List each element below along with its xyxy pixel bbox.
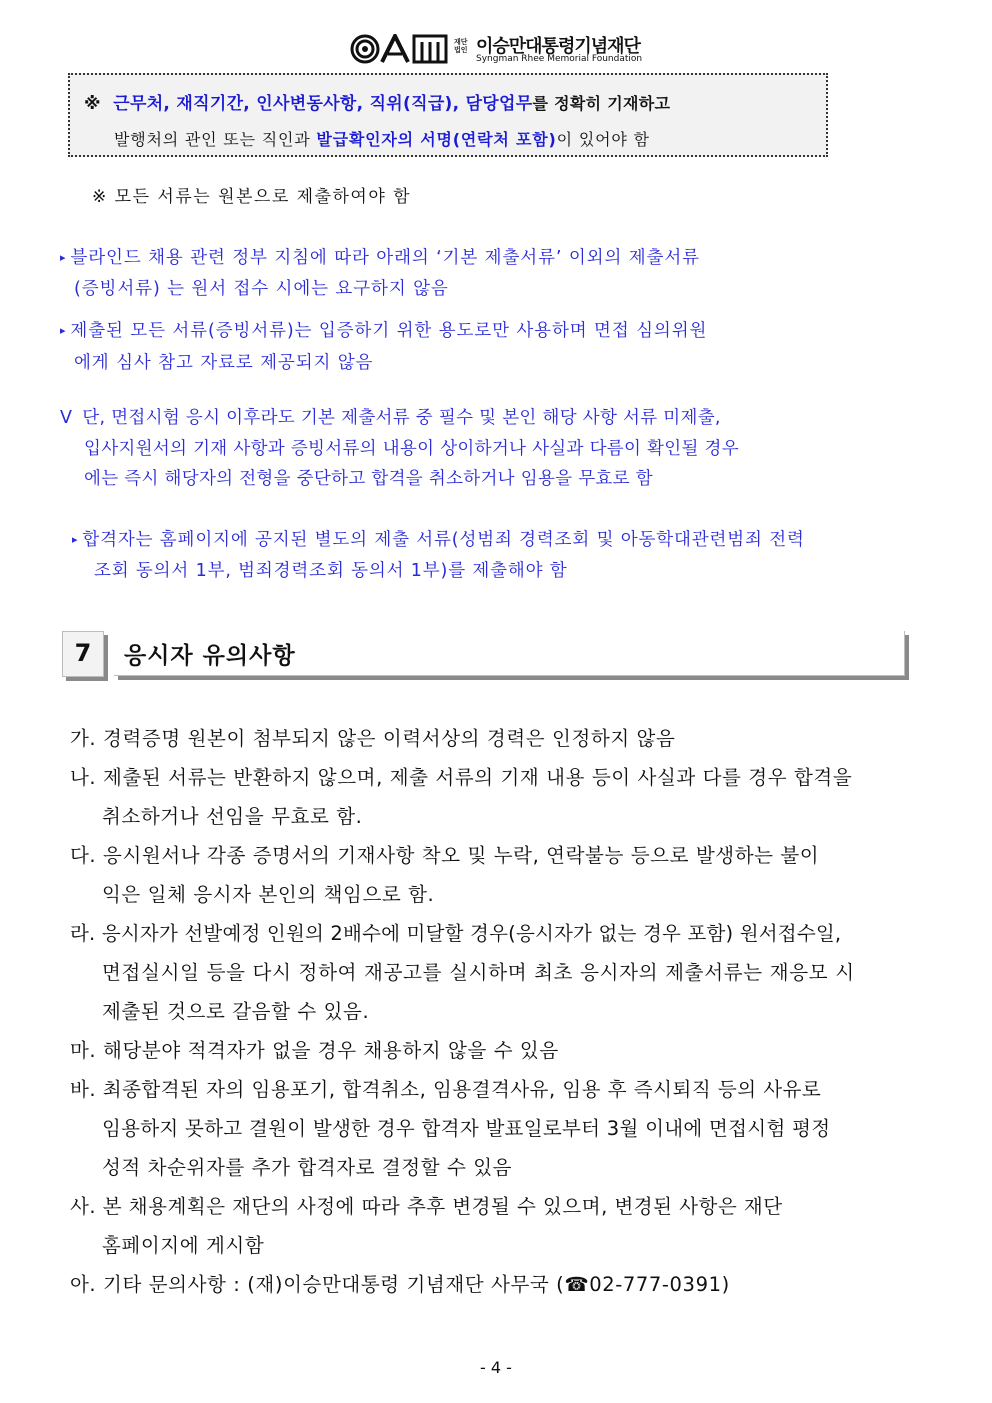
bullet-2-line-1 (60, 317, 707, 342)
original-docs-note: ※ 모든 서류는 원본으로 제출하여야 함 (92, 187, 412, 207)
section-title-box (114, 631, 905, 676)
triangle-bullet-icon: ▸ (60, 251, 67, 264)
check-v-icon: V (60, 408, 73, 428)
item-da-line-1: 다. 응시원서나 각종 증명서의 기재사항 착오 및 누락, 연락불능 등으로 발생하는 불이 (70, 844, 820, 867)
bullet-3-line-1 (60, 404, 721, 429)
item-ma: 마. 해당분야 적격자가 없을 경우 채용하지 않을 수 있음 (70, 1039, 559, 1062)
item-da-line-2: 익은 일체 응시자 본인의 책임으로 함. (102, 883, 435, 906)
notice-text-b: 발행처의 관인 또는 직인과 (114, 130, 317, 149)
bullet-3-text: 단, 면접시험 응시 이후라도 기본 제출서류 중 필수 및 본인 해당 사항 서류 미제출, (82, 408, 721, 428)
bullet-2-text: 제출된 모든 서류(증빙서류)는 입증하기 위한 용도로만 사용하며 면접 심의위원 (70, 321, 708, 341)
section-title: 응시자 유의사항 (124, 643, 296, 669)
item-sa-line-2: 홈페이지에 게시함 (102, 1234, 265, 1257)
bullet-1-line-2: (증빙서류) 는 원서 접수 시에는 요구하지 않음 (74, 279, 449, 299)
bullet-3-line-2: 입사지원서의 기재 사항과 증빙서류의 내용이 상이하거나 사실과 다름이 확인될 경우 (84, 439, 739, 459)
bullet-1-line-1 (60, 244, 700, 269)
notice-text-c: 이 있어야 함 (556, 130, 650, 149)
notice-required-items: 근무처, 재직기간, 인사변동사항, 직위(직급), 담당업무 (113, 94, 533, 114)
org-name-en: Syngman Rhee Memorial Foundation (476, 54, 643, 64)
foundation-logo-icon (350, 34, 450, 64)
notice-line-2 (114, 127, 650, 150)
item-a-contact: 아. 기타 문의사항 : (재)이승만대통령 기념재단 사무국 (☎02-777-0391) (70, 1273, 730, 1296)
item-ba-line-2: 임용하지 못하고 결원이 발생한 경우 합격자 발표일로부터 3월 이내에 면접시험 평정 (102, 1117, 831, 1140)
triangle-bullet-icon: ▸ (72, 533, 79, 546)
bullet-4-text: 합격자는 홈페이지에 공지된 별도의 제출 서류(성범죄 경력조회 및 아동학대관련범죄 전력 (82, 530, 805, 550)
triangle-bullet-icon: ▸ (60, 324, 67, 337)
item-ra-line-2: 면접실시일 등을 다시 정하여 재공고를 실시하며 최초 응시자의 제출서류는 재응모 시 (102, 961, 855, 984)
item-ra-line-3: 제출된 것으로 갈음할 수 있음. (102, 1000, 370, 1023)
item-ra-line-1: 라. 응시자가 선발예정 인원의 2배수에 미달할 경우(응시자가 없는 경우 포함) 원서접수일, (70, 922, 842, 945)
bullet-4-line-1 (72, 526, 805, 551)
notice-mark: ※ (84, 94, 101, 114)
item-ba-line-1: 바. 최종합격된 자의 임용포기, 합격취소, 임용결격사유, 임용 후 즉시퇴직 등의 사유로 (70, 1078, 822, 1101)
bullet-2-line-2: 에게 심사 참고 자료로 제공되지 않음 (74, 353, 374, 373)
bullet-3-line-3: 에는 즉시 해당자의 전형을 중단하고 합격을 취소하거나 임용을 무효로 함 (84, 469, 653, 489)
notice-line-1 (84, 89, 670, 114)
section-number: 7 (62, 631, 104, 677)
header-logo (350, 30, 650, 70)
page-number: - 4 - (480, 1358, 512, 1377)
item-na-line-2: 취소하거나 선임을 무효로 함. (102, 805, 363, 828)
bullet-4-line-2: 조회 동의서 1부, 범죄경력조회 동의서 1부)를 제출해야 함 (94, 561, 568, 581)
org-seal-label: 재단법인 (454, 38, 468, 54)
bullet-1-text: 블라인드 채용 관련 정부 지침에 따라 아래의 ‘기본 제출서류’ 이외의 제출서류 (70, 248, 700, 268)
notice-signature-req: 발급확인자의 서명(연락처 포함) (316, 130, 557, 149)
item-sa-line-1: 사. 본 채용계획은 재단의 사정에 따라 추후 변경될 수 있으며, 변경된 사항은 재단 (70, 1195, 783, 1218)
notice-box (68, 73, 828, 157)
item-na-line-1: 나. 제출된 서류는 반환하지 않으며, 제출 서류의 기재 내용 등이 사실과 다를 경우 합격을 (70, 766, 853, 789)
notice-text-a: 를 정확히 기재하고 (532, 94, 671, 113)
item-ga: 가. 경력증명 원본이 첨부되지 않은 이력서상의 경력은 인정하지 않음 (70, 727, 676, 750)
org-name: 이승만대통령기념재단 (476, 36, 640, 57)
item-ba-line-3: 성적 차순위자를 추가 합격자로 결정할 수 있음 (102, 1156, 513, 1179)
